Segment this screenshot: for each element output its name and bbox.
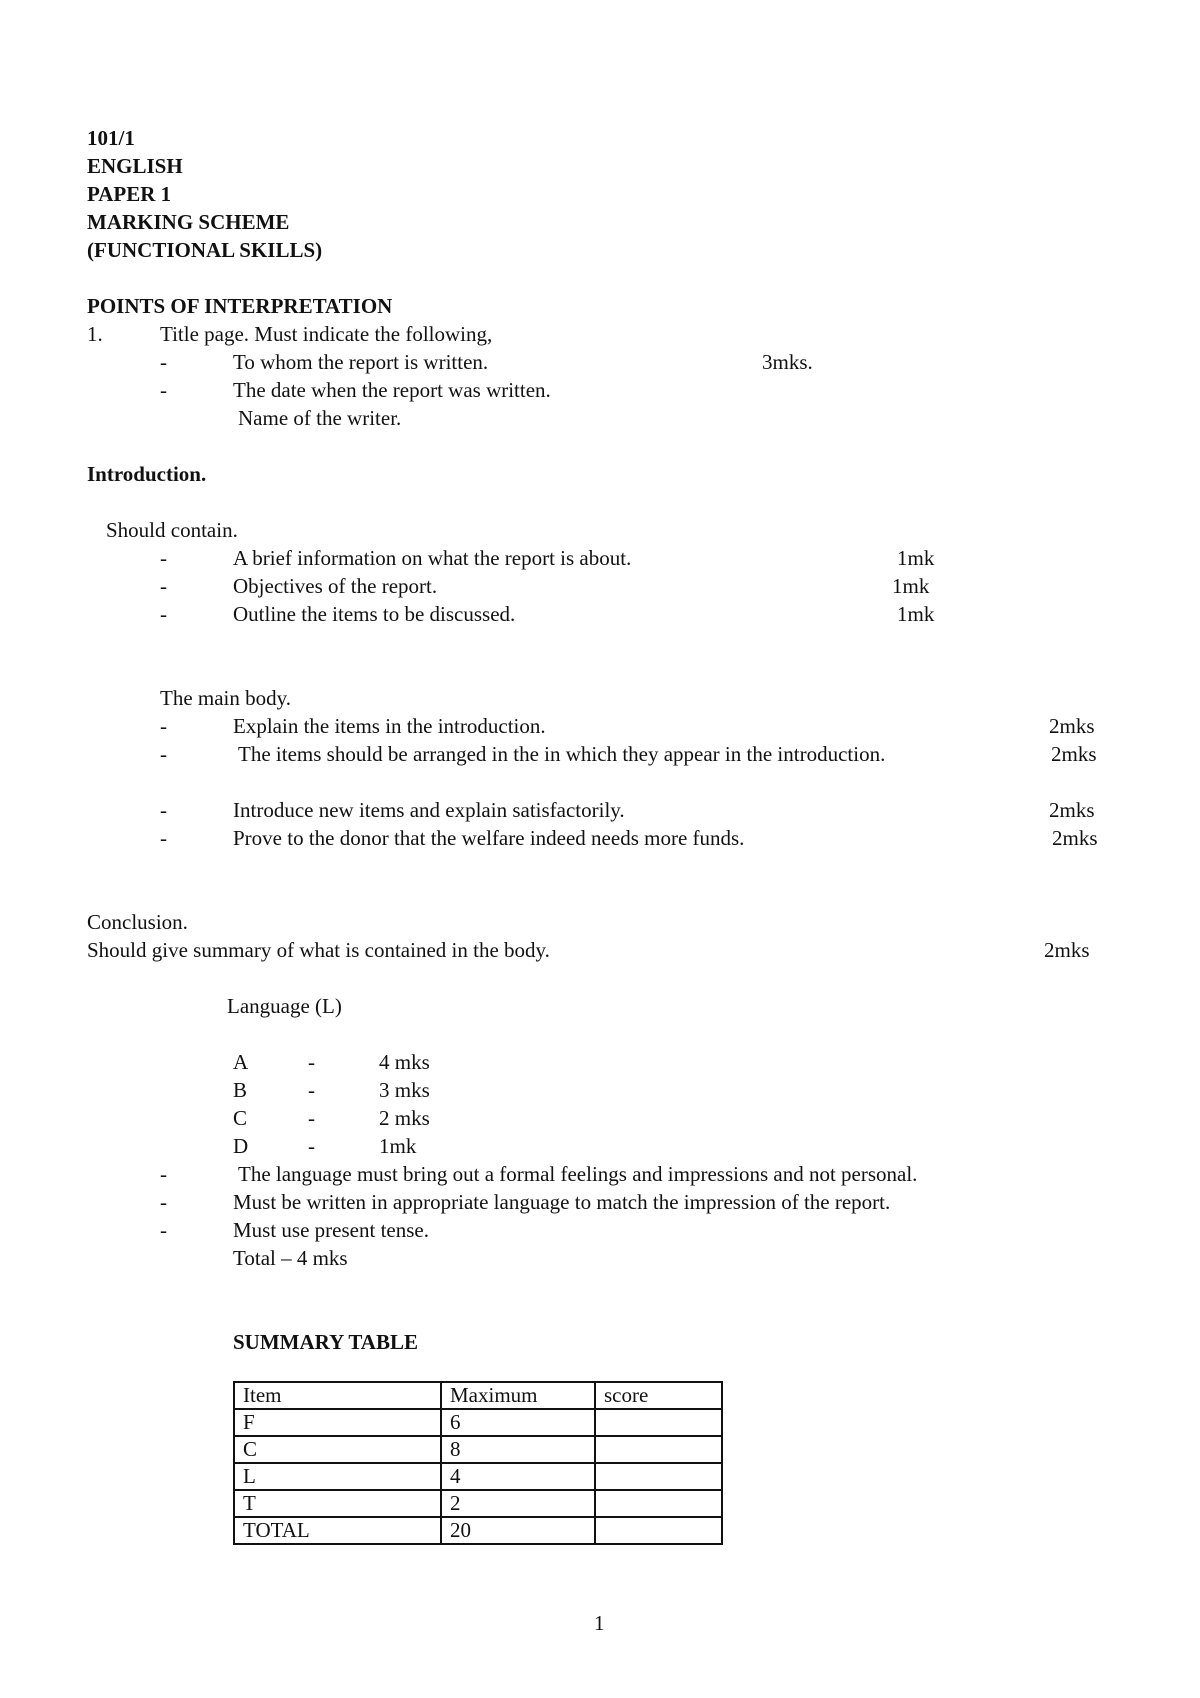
interpretation-heading: POINTS OF INTERPRETATION xyxy=(87,294,393,318)
main-body-item: Introduce new items and explain satisfactorily. xyxy=(233,798,625,822)
table-header-row xyxy=(234,1382,722,1409)
conclusion-marks: 2mks xyxy=(1044,938,1090,962)
score-cell xyxy=(595,1517,722,1544)
language-heading: Language (L) xyxy=(227,994,342,1018)
column-header: Item xyxy=(234,1382,441,1409)
grade-letter: B xyxy=(233,1078,248,1102)
item-cell: C xyxy=(234,1436,441,1463)
table-row xyxy=(234,1436,722,1463)
grade-marks: 3 mks xyxy=(379,1078,430,1102)
conclusion-text: Should give summary of what is contained in the body. xyxy=(87,938,550,962)
introduction-item: A brief information on what the report is about. xyxy=(233,546,632,570)
subject-title: ENGLISH xyxy=(87,154,183,178)
bullet-dash: - xyxy=(160,1162,167,1186)
main-body-item: Explain the items in the introduction. xyxy=(233,714,546,738)
main-body-item-marks: 2mks xyxy=(1051,742,1097,766)
summary-table-heading: SUMMARY TABLE xyxy=(233,1330,418,1354)
grade-dash: - xyxy=(308,1106,315,1130)
language-point: Must be written in appropriate language to match the impression of the report. xyxy=(233,1190,891,1214)
column-header: score xyxy=(595,1382,722,1409)
score-cell xyxy=(595,1490,722,1517)
section-title: (FUNCTIONAL SKILLS) xyxy=(87,238,323,262)
maximum-cell: 2 xyxy=(441,1490,595,1517)
table-row xyxy=(234,1517,722,1544)
introduction-item-marks: 1mk xyxy=(892,574,930,598)
bullet-dash: - xyxy=(160,826,167,850)
bullet-dash: - xyxy=(160,602,167,626)
bullet-dash: - xyxy=(160,1190,167,1214)
main-body-heading: The main body. xyxy=(160,686,292,710)
item-cell: TOTAL xyxy=(234,1517,441,1544)
introduction-item-marks: 1mk xyxy=(897,546,935,570)
main-body-item-marks: 2mks xyxy=(1049,798,1095,822)
grade-marks: 1mk xyxy=(379,1134,417,1158)
maximum-cell: 8 xyxy=(441,1436,595,1463)
bullet-dash: - xyxy=(160,574,167,598)
bullet-dash: - xyxy=(160,1218,167,1242)
grade-dash: - xyxy=(308,1050,315,1074)
grade-marks: 2 mks xyxy=(379,1106,430,1130)
main-body-item-marks: 2mks xyxy=(1049,714,1095,738)
item-cell: T xyxy=(234,1490,441,1517)
maximum-cell: 4 xyxy=(441,1463,595,1490)
paper-code: 101/1 xyxy=(87,126,135,150)
bullet-dash: - xyxy=(160,714,167,738)
page-number: 1 xyxy=(594,1611,605,1635)
maximum-cell: 20 xyxy=(441,1517,595,1544)
introduction-heading: Introduction. xyxy=(87,462,207,486)
bullet-dash: - xyxy=(160,546,167,570)
title-page-intro: Title page. Must indicate the following, xyxy=(160,322,493,346)
language-total: Total – 4 mks xyxy=(233,1246,348,1270)
bullet-dash: - xyxy=(160,742,167,766)
language-point: The language must bring out a formal feelings and impressions and not personal. xyxy=(238,1162,918,1186)
grade-letter: D xyxy=(233,1134,249,1158)
column-header: Maximum xyxy=(441,1382,595,1409)
question-number: 1. xyxy=(87,322,103,346)
introduction-item: Objectives of the report. xyxy=(233,574,438,598)
introduction-item: Outline the items to be discussed. xyxy=(233,602,516,626)
introduction-item-marks: 1mk xyxy=(897,602,935,626)
grade-letter: C xyxy=(233,1106,248,1130)
grade-dash: - xyxy=(308,1134,315,1158)
title-item: To whom the report is written. xyxy=(233,350,489,374)
item-cell: L xyxy=(234,1463,441,1490)
item-cell: F xyxy=(234,1409,441,1436)
table-row xyxy=(234,1409,722,1436)
conclusion-heading: Conclusion. xyxy=(87,910,188,934)
score-cell xyxy=(595,1436,722,1463)
main-body-item: Prove to the donor that the welfare indeed needs more funds. xyxy=(233,826,745,850)
title-item-marks: 3mks. xyxy=(762,350,813,374)
table-row xyxy=(234,1463,722,1490)
maximum-cell: 6 xyxy=(441,1409,595,1436)
document-type: MARKING SCHEME xyxy=(87,210,290,234)
main-body-item: The items should be arranged in the in which they appear in the introduction. xyxy=(238,742,886,766)
introduction-lead: Should contain. xyxy=(106,518,238,542)
title-item: The date when the report was written. xyxy=(233,378,551,402)
grade-marks: 4 mks xyxy=(379,1050,430,1074)
paper-number: PAPER 1 xyxy=(87,182,172,206)
summary-table xyxy=(233,1381,723,1545)
bullet-dash: - xyxy=(160,350,167,374)
bullet-dash: - xyxy=(160,378,167,402)
main-body-item-marks: 2mks xyxy=(1052,826,1098,850)
score-cell xyxy=(595,1463,722,1490)
table-row xyxy=(234,1490,722,1517)
grade-dash: - xyxy=(308,1078,315,1102)
bullet-dash: - xyxy=(160,798,167,822)
score-cell xyxy=(595,1409,722,1436)
language-point: Must use present tense. xyxy=(233,1218,429,1242)
grade-letter: A xyxy=(233,1050,249,1074)
title-item: Name of the writer. xyxy=(238,406,402,430)
